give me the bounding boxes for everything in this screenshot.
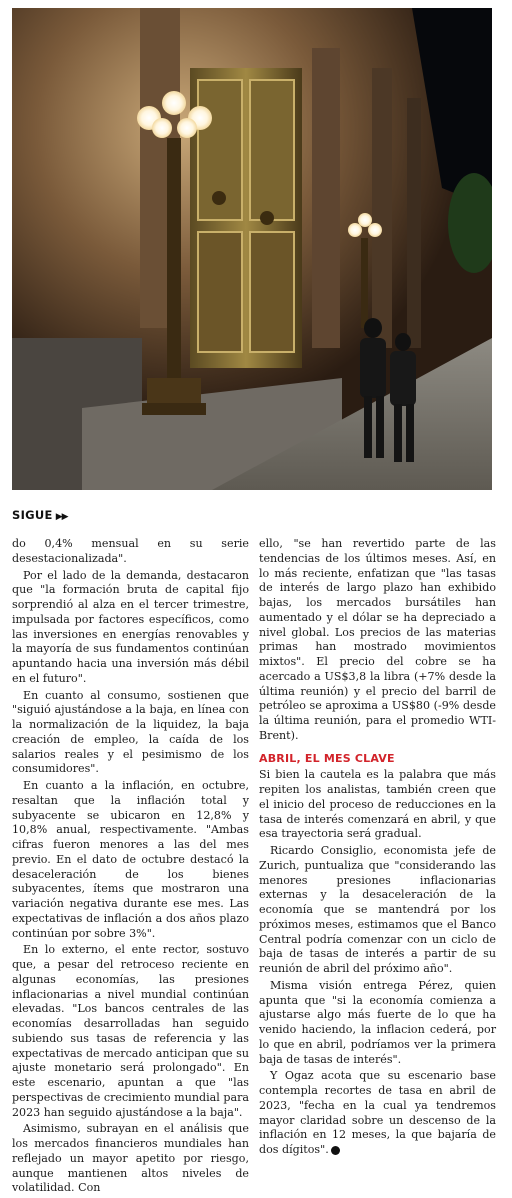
paragraph: En lo externo, el ente rector, sostuvo que, a pesar del retroceso reciente en algunas economías, las presiones inflacionarias a nivel mundial continúan elevadas. "Los bancos centrales de las economías desarrolladas han seguido subiendo sus tasas de referencia y las expectativas de mercado anticipan que su ajuste monetario será prolongado". En este escenario, apuntan a que "las perspectivas de crecimiento mundial para 2023 han seguido ajustándose a la baja". [12, 943, 249, 1119]
paragraph-text: Y Ogaz acota que su escenario base contempla recortes de tasa en abril de 2023, "fecha en la cual ya tendremos mayor claridad sobre un descenso de la inflación en 12 meses, la que bajaría de dos dígitos". [259, 1069, 496, 1156]
paragraph: Por el lado de la demanda, destacaron que "la formación bruta de capital fijo sorprendió al alza en el tercer trimestre, impulsada por factores específicos, como las inversiones en energías renovables y la mayoría de sus fundamentos continúan apuntando hacia una inversión más débil en el futuro". [12, 568, 249, 685]
paragraph: Si bien la cautela es la palabra que más repiten los analistas, también creen que el inicio del proceso de reducciones en la tasa de interés comenzará en abril, y que esa trayectoria será gradual. [259, 768, 496, 841]
article-photo [12, 8, 492, 490]
article-right-column [259, 537, 496, 1160]
paragraph: ello, "se han revertido parte de las tendencias de los últimos meses. Así, en lo más reciente, enfatizan que "las tasas de interés de largo plazo han exhibido bajas, los mercados bursátiles han aumentado y el dólar se ha depreciado a nivel global. Los precios de las materias primas han mostrado movimientos mixtos". El precio del cobre se ha acercado a US$3,8 la libra (+7% desde la última reunión) y el precio del barril de petróleo se aproxima a US$80 (-9% desde la última reunión, para el promedio WTI-Brent). [259, 537, 496, 742]
paragraph: En cuanto a la inflación, en octubre, resaltan que la inflación total y subyacente se ubicaron en 12,8% y 10,8% anual, respectivamente. "Ambas cifras fueron menores a las del mes previo. En el dato de octubre destacó la desaceleración de los bienes subyacentes, ítems que mostraron una variación negativa durante ese mes. Las expectativas de inflación a dos años plazo continúan por sobre 3%". [12, 779, 249, 940]
double-arrow-icon: ▶▶ [55, 512, 68, 522]
end-mark-icon: P [331, 1146, 340, 1155]
paragraph: Ricardo Consiglio, economista jefe de Zurich, puntualiza que "considerando las menores presiones inflacionarias externas y la desaceleración de la economía que se mantendrá por los próximos meses, estimamos que el Banco Central podría comenzar con un ciclo de baja de tasas de interés a partir de su reunión de abril del próximo año". [259, 844, 496, 975]
paragraph: Misma visión entrega Pérez, quien apunta que "si la economía comienza a ajustarse algo más fuerte de lo que ha venido haciendo, la inflacion cederá, por lo que en abril, podríamos ver la primera baja de tasas de interés". [259, 978, 496, 1066]
building-night-photo [12, 8, 492, 490]
paragraph-last [259, 1069, 496, 1158]
sigue-text: SIGUE [12, 508, 53, 522]
article-left-column [12, 537, 249, 1198]
paragraph: Asimismo, subrayan en el análisis que los mercados financieros mundiales han reflejado un mayor apetito por riesgo, aunque mantienen altos niveles de volatilidad. Con [12, 1122, 249, 1195]
paragraph: En cuanto al consumo, sostienen que "siguió ajustándose a la baja, en línea con la normalización de la liquidez, la baja creación de empleo, la caída de los salarios reales y el pesimismo de los consumidores". [12, 688, 249, 776]
subheading: ABRIL, EL MES CLAVE [259, 751, 395, 765]
paragraph: do 0,4% mensual en su serie desestacionalizada". [12, 537, 249, 565]
continue-label [12, 508, 68, 522]
